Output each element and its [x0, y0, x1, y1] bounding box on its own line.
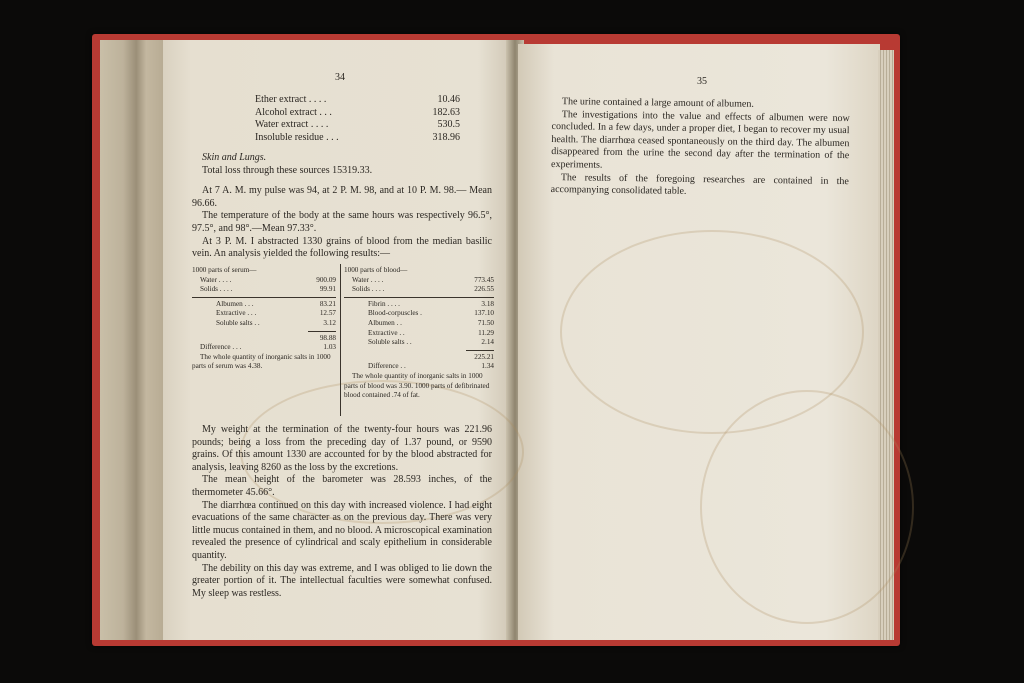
extract-row: Ether extract . . . . 10.46	[255, 94, 460, 105]
table-row: Fibrin . . . . 3.18	[368, 299, 494, 308]
blood-table	[344, 266, 494, 401]
paragraph-blood: At 3 P. M. I abstracted 1330 grains of blood from the median basilic vein. An analysis yielded the following results:—	[192, 235, 492, 260]
table-row: Water . . . . 773.45	[352, 275, 494, 284]
blood-note: The whole quantity of inorganic salts in 1000 parts of blood was 3.90. 1000 parts of defibrinated blood contained .74 of fat.	[344, 371, 490, 400]
subtotal-row: 225.21	[474, 352, 494, 361]
page-number-right: 35	[697, 76, 707, 87]
table-row: Albumen . . . 83.21	[216, 299, 336, 308]
page-number-left: 34	[335, 72, 345, 83]
paragraph-results: The results of the foregoing researches are contained in the accompanying consolidated table.	[550, 171, 849, 198]
paragraph-barometer: The mean height of the barometer was 28.593 inches, of the thermometer 45.66°.	[192, 474, 492, 498]
left-text-bottom	[192, 424, 492, 600]
table-divider	[340, 264, 341, 416]
paragraph-debility: The debility on this day was extreme, and I was obliged to lie down the greater portion of it. The intellectual faculties were somewhat confused. My sleep was restless.	[192, 562, 492, 599]
divider	[466, 350, 494, 351]
table-row: Soluble salts . . 2.14	[368, 338, 494, 347]
table-row: Water . . . . 900.09	[200, 275, 336, 284]
section-heading: Skin and Lungs.	[202, 152, 267, 163]
paragraph-urine: The urine contained a large amount of albumen.	[561, 96, 754, 110]
blood-heading: 1000 parts of blood—	[344, 266, 408, 274]
page-edges-left	[100, 40, 166, 640]
difference-row: Difference . . . 1.03	[200, 343, 336, 352]
paragraph-investigations: The investigations into the value and effects of albumen were now concluded. In a few days, under a proper diet, I began to recover my usual health. The diarrhœa ceased spontaneously on the third day. The albumen disappeared from the urine the second day after the termination of the experiments.	[550, 108, 850, 171]
table-row: Soluble salts . . 3.12	[216, 318, 336, 327]
table-row: Blood-corpuscles . 137.10	[368, 309, 494, 318]
serum-note: The whole quantity of inorganic salts in 1000 parts of serum was 4.38.	[192, 352, 331, 371]
subtotal-row: 98.88	[319, 333, 336, 342]
extract-row: Water extract . . . . 530.5	[255, 119, 460, 130]
right-text	[551, 96, 850, 201]
paragraph-pulse: At 7 A. M. my pulse was 94, at 2 P. M. 98, and at 10 P. M. 98.— Mean 96.66.	[192, 185, 492, 209]
table-row: Extractive . . . 12.57	[216, 309, 336, 318]
divider	[308, 331, 336, 332]
difference-row: Difference . . 1.34	[368, 362, 494, 371]
table-row: Solids . . . . 99.91	[200, 285, 336, 294]
left-text-top	[192, 152, 492, 261]
paragraph-diarrhoea: The diarrhœa continued on this day with increased violence. I had eight evacuations of the same character as on the previous day. There was very little mucus contained in them, and no blood. A microscopical examination revealed the presence of cylindrical and scaly epithelium in considerable quantity.	[192, 499, 492, 561]
table-row: Albumen . . 71.50	[368, 318, 494, 327]
divider	[192, 297, 336, 298]
extract-row: Insoluble residue . . . 318.96	[255, 131, 460, 143]
paragraph-temperature: The temperature of the body at the same hours was respectively 96.5°, 97.5°, and 98°.—Mean 97.33°.	[192, 210, 492, 234]
total-loss: Total loss through these sources 15319.33.	[202, 164, 373, 176]
table-row: Solids . . . . 226.55	[352, 285, 494, 294]
divider	[344, 297, 494, 298]
extract-row: Alcohol extract . . . 182.63	[255, 106, 460, 118]
table-row: Extractive . . 11.29	[368, 328, 494, 337]
serum-table	[192, 266, 336, 372]
serum-heading: 1000 parts of serum—	[192, 266, 257, 274]
extract-table	[255, 94, 460, 144]
paragraph-weight: My weight at the termination of the twenty-four hours was 221.96 pounds; being a loss from the preceding day of 1.37 pound, or 9590 grains. Of this amount 1330 are accounted for by the blood abstracted for analysis, leaving 8260 as the loss by the excretions.	[192, 424, 492, 473]
water-stain	[700, 390, 914, 624]
